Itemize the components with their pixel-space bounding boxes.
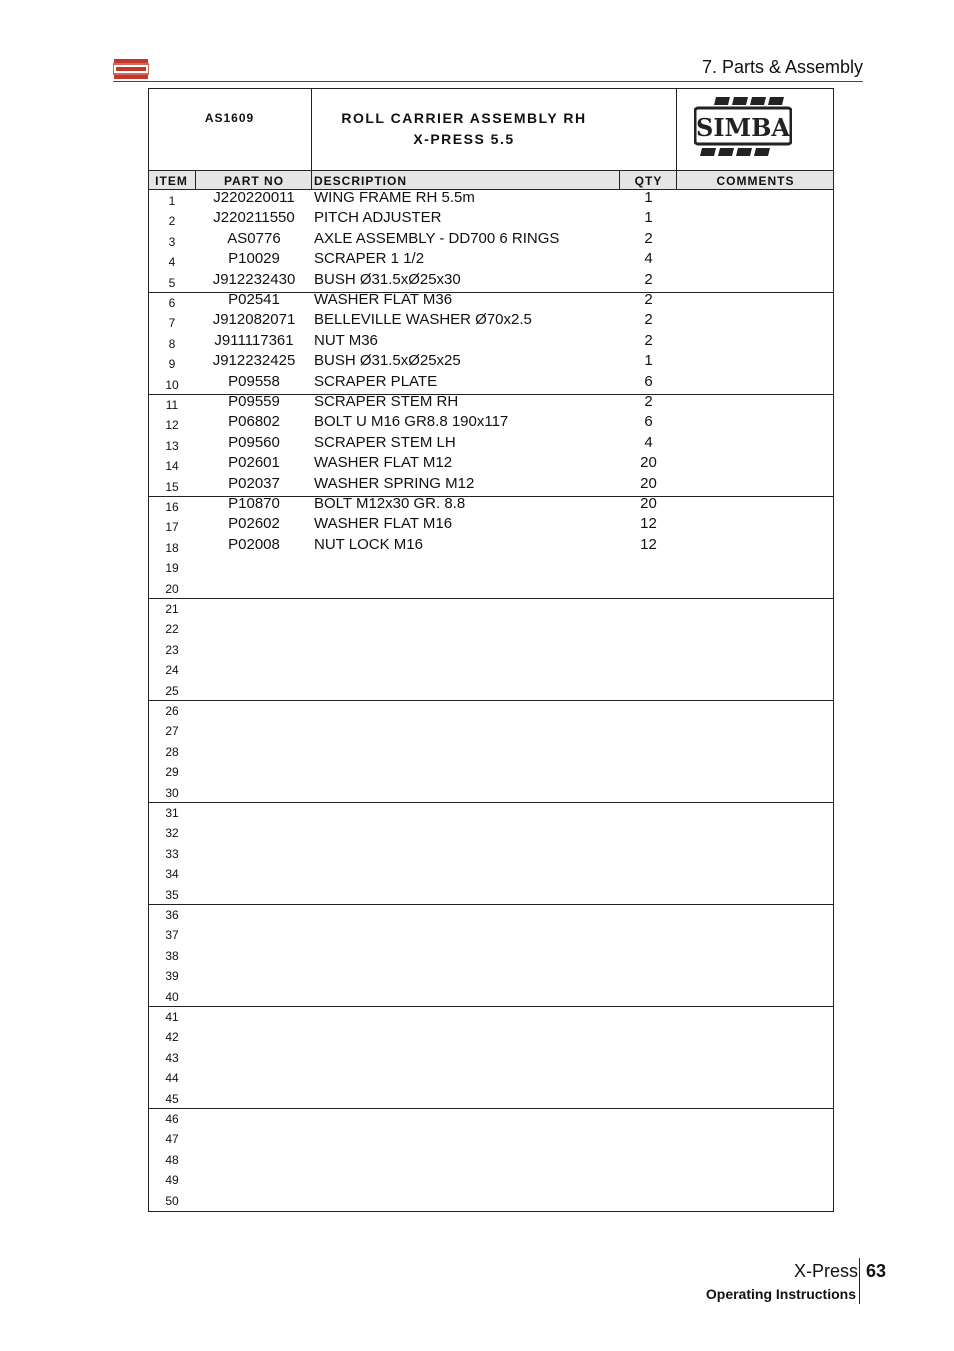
item-cell: 13 — [165, 438, 179, 453]
col-item-header: ITEM — [155, 174, 188, 188]
simba-logo-icon — [113, 59, 149, 79]
item-cell: 1 — [168, 194, 176, 208]
section-title: 7. Parts & Assembly — [701, 57, 863, 77]
col-comments-header: COMMENTS — [716, 174, 795, 188]
quantity-cell: 1 — [644, 209, 653, 227]
description-cell: PITCH ADJUSTER — [314, 209, 442, 227]
quantity-cell: 1 — [644, 352, 653, 370]
item-cell: 15 — [165, 479, 179, 494]
item-cell: 26 — [165, 704, 179, 718]
item-cell: 21 — [165, 602, 179, 616]
item-cell: 7 — [168, 316, 176, 331]
item-cell: 48 — [165, 1152, 179, 1167]
item-cell: 32 — [165, 826, 179, 841]
item-cell: 25 — [165, 683, 179, 698]
item-cell: 47 — [165, 1132, 179, 1147]
part-number-cell: P10870 — [228, 495, 280, 512]
part-number-cell: J911117361 — [214, 331, 294, 349]
quantity-cell: 1 — [644, 189, 653, 206]
item-cell: 14 — [165, 459, 179, 474]
part-number-cell: P02541 — [228, 291, 280, 308]
item-cell: 29 — [165, 765, 179, 780]
item-cell: 40 — [165, 989, 179, 1004]
description-cell: BELLEVILLE WASHER Ø70x2.5 — [314, 311, 532, 329]
part-number-cell: J912082071 — [212, 311, 296, 329]
description-cell: AXLE ASSEMBLY - DD700 6 RINGS — [314, 229, 560, 247]
item-cell: 17 — [165, 520, 179, 535]
item-cell: 44 — [165, 1071, 179, 1086]
quantity-cell: 2 — [644, 291, 653, 308]
sheet-frame — [148, 88, 834, 1212]
item-cell: 30 — [165, 785, 179, 800]
quantity-cell: 2 — [644, 311, 653, 329]
item-cell: 2 — [168, 214, 176, 229]
parts-sheet — [148, 88, 834, 1212]
quantity-cell: 6 — [644, 413, 653, 431]
part-number-cell: P06802 — [228, 413, 280, 431]
quantity-cell: 6 — [644, 372, 653, 390]
item-cell: 34 — [165, 867, 179, 882]
item-cell: 18 — [165, 540, 179, 555]
part-number-cell: J220211550 — [213, 209, 295, 227]
assembly-title-line2: X-PRESS 5.5 — [413, 131, 515, 147]
description-cell: WING FRAME RH 5.5m — [314, 189, 475, 206]
item-cell: 43 — [165, 1050, 179, 1065]
description-cell: WASHER SPRING M12 — [314, 474, 475, 492]
item-cell: 35 — [165, 887, 179, 902]
assembly-code: AS1609 — [204, 111, 255, 125]
item-cell: 11 — [165, 398, 179, 412]
item-cell: 5 — [168, 275, 176, 290]
item-cell: 33 — [165, 846, 179, 861]
description-cell: NUT M36 — [314, 331, 378, 349]
item-cell: 8 — [168, 336, 176, 351]
item-cell: 50 — [165, 1193, 179, 1208]
page-number: 63 — [865, 1261, 886, 1281]
item-cell: 23 — [165, 642, 179, 657]
quantity-cell: 20 — [640, 454, 657, 472]
item-cell: 49 — [165, 1173, 179, 1188]
item-cell: 36 — [165, 908, 179, 922]
brand-logo-text: SIMBA — [695, 113, 791, 142]
item-cell: 16 — [165, 500, 179, 514]
description-cell: BOLT U M16 GR8.8 190x117 — [314, 413, 509, 431]
item-cell: 3 — [168, 234, 176, 249]
part-number-cell: P02008 — [228, 535, 280, 553]
col-description-header: DESCRIPTION — [314, 174, 408, 188]
item-cell: 39 — [165, 969, 179, 984]
description-cell: BOLT M12x30 GR. 8.8 — [314, 495, 466, 512]
description-cell: WASHER FLAT M16 — [314, 515, 453, 533]
item-cell: 31 — [165, 806, 179, 820]
description-cell: NUT LOCK M16 — [314, 535, 423, 553]
description-cell: BUSH Ø31.5xØ25x30 — [314, 270, 461, 288]
item-cell: 28 — [165, 744, 179, 759]
col-partno-header: PART NO — [223, 174, 285, 188]
part-number-cell: J912232430 — [212, 270, 296, 288]
item-cell: 12 — [165, 418, 179, 433]
footer-divider — [859, 1258, 860, 1304]
quantity-cell: 20 — [640, 495, 657, 512]
item-cell: 27 — [165, 724, 179, 739]
part-number-cell: AS0776 — [227, 229, 281, 247]
item-cell: 4 — [168, 255, 176, 270]
col-qty-header: QTY — [634, 174, 663, 188]
part-number-cell: P02602 — [228, 515, 280, 533]
item-cell: 46 — [165, 1112, 179, 1126]
part-number-cell: P10029 — [228, 250, 280, 268]
quantity-cell: 4 — [644, 250, 653, 268]
item-cell: 20 — [165, 581, 179, 596]
quantity-cell: 2 — [644, 393, 653, 410]
quantity-cell: 2 — [644, 331, 653, 349]
description-cell: SCRAPER PLATE — [314, 372, 438, 390]
description-cell: BUSH Ø31.5xØ25x25 — [314, 352, 461, 370]
header-rule — [113, 81, 863, 82]
part-number-cell: P09559 — [228, 393, 280, 410]
part-number-cell: P09560 — [228, 433, 280, 451]
description-cell: SCRAPER STEM RH — [314, 393, 459, 410]
page-footer — [660, 1258, 892, 1306]
quantity-cell: 2 — [644, 270, 653, 288]
description-cell: WASHER FLAT M12 — [314, 454, 453, 472]
item-cell: 6 — [168, 296, 176, 310]
description-cell: WASHER FLAT M36 — [314, 291, 453, 308]
item-cell: 19 — [165, 561, 179, 576]
quantity-cell: 4 — [644, 433, 653, 451]
description-cell: SCRAPER STEM LH — [314, 433, 456, 451]
part-number-cell: J912232425 — [212, 352, 296, 370]
part-number-cell: P09558 — [228, 372, 280, 390]
part-number-cell: P02601 — [228, 454, 280, 472]
quantity-cell: 20 — [640, 474, 657, 492]
item-cell: 37 — [165, 928, 179, 943]
item-cell: 45 — [165, 1091, 179, 1106]
quantity-cell: 12 — [640, 515, 657, 533]
item-cell: 41 — [165, 1010, 179, 1024]
part-number-cell: P02037 — [228, 474, 280, 492]
product-name: X-Press — [793, 1261, 858, 1281]
item-cell: 38 — [165, 948, 179, 963]
item-cell: 22 — [165, 622, 179, 637]
assembly-title-line1: ROLL CARRIER ASSEMBLY RH — [341, 110, 587, 126]
description-cell: SCRAPER 1 1/2 — [314, 250, 425, 268]
quantity-cell: 12 — [640, 535, 657, 553]
quantity-cell: 2 — [644, 229, 653, 247]
document-type: Operating Instructions — [705, 1286, 856, 1302]
item-cell: 42 — [165, 1030, 179, 1045]
item-cell: 9 — [168, 357, 176, 372]
item-cell: 10 — [165, 377, 179, 392]
page-header — [113, 56, 863, 82]
item-cell: 24 — [165, 663, 179, 678]
part-number-cell: J220220011 — [213, 189, 295, 206]
